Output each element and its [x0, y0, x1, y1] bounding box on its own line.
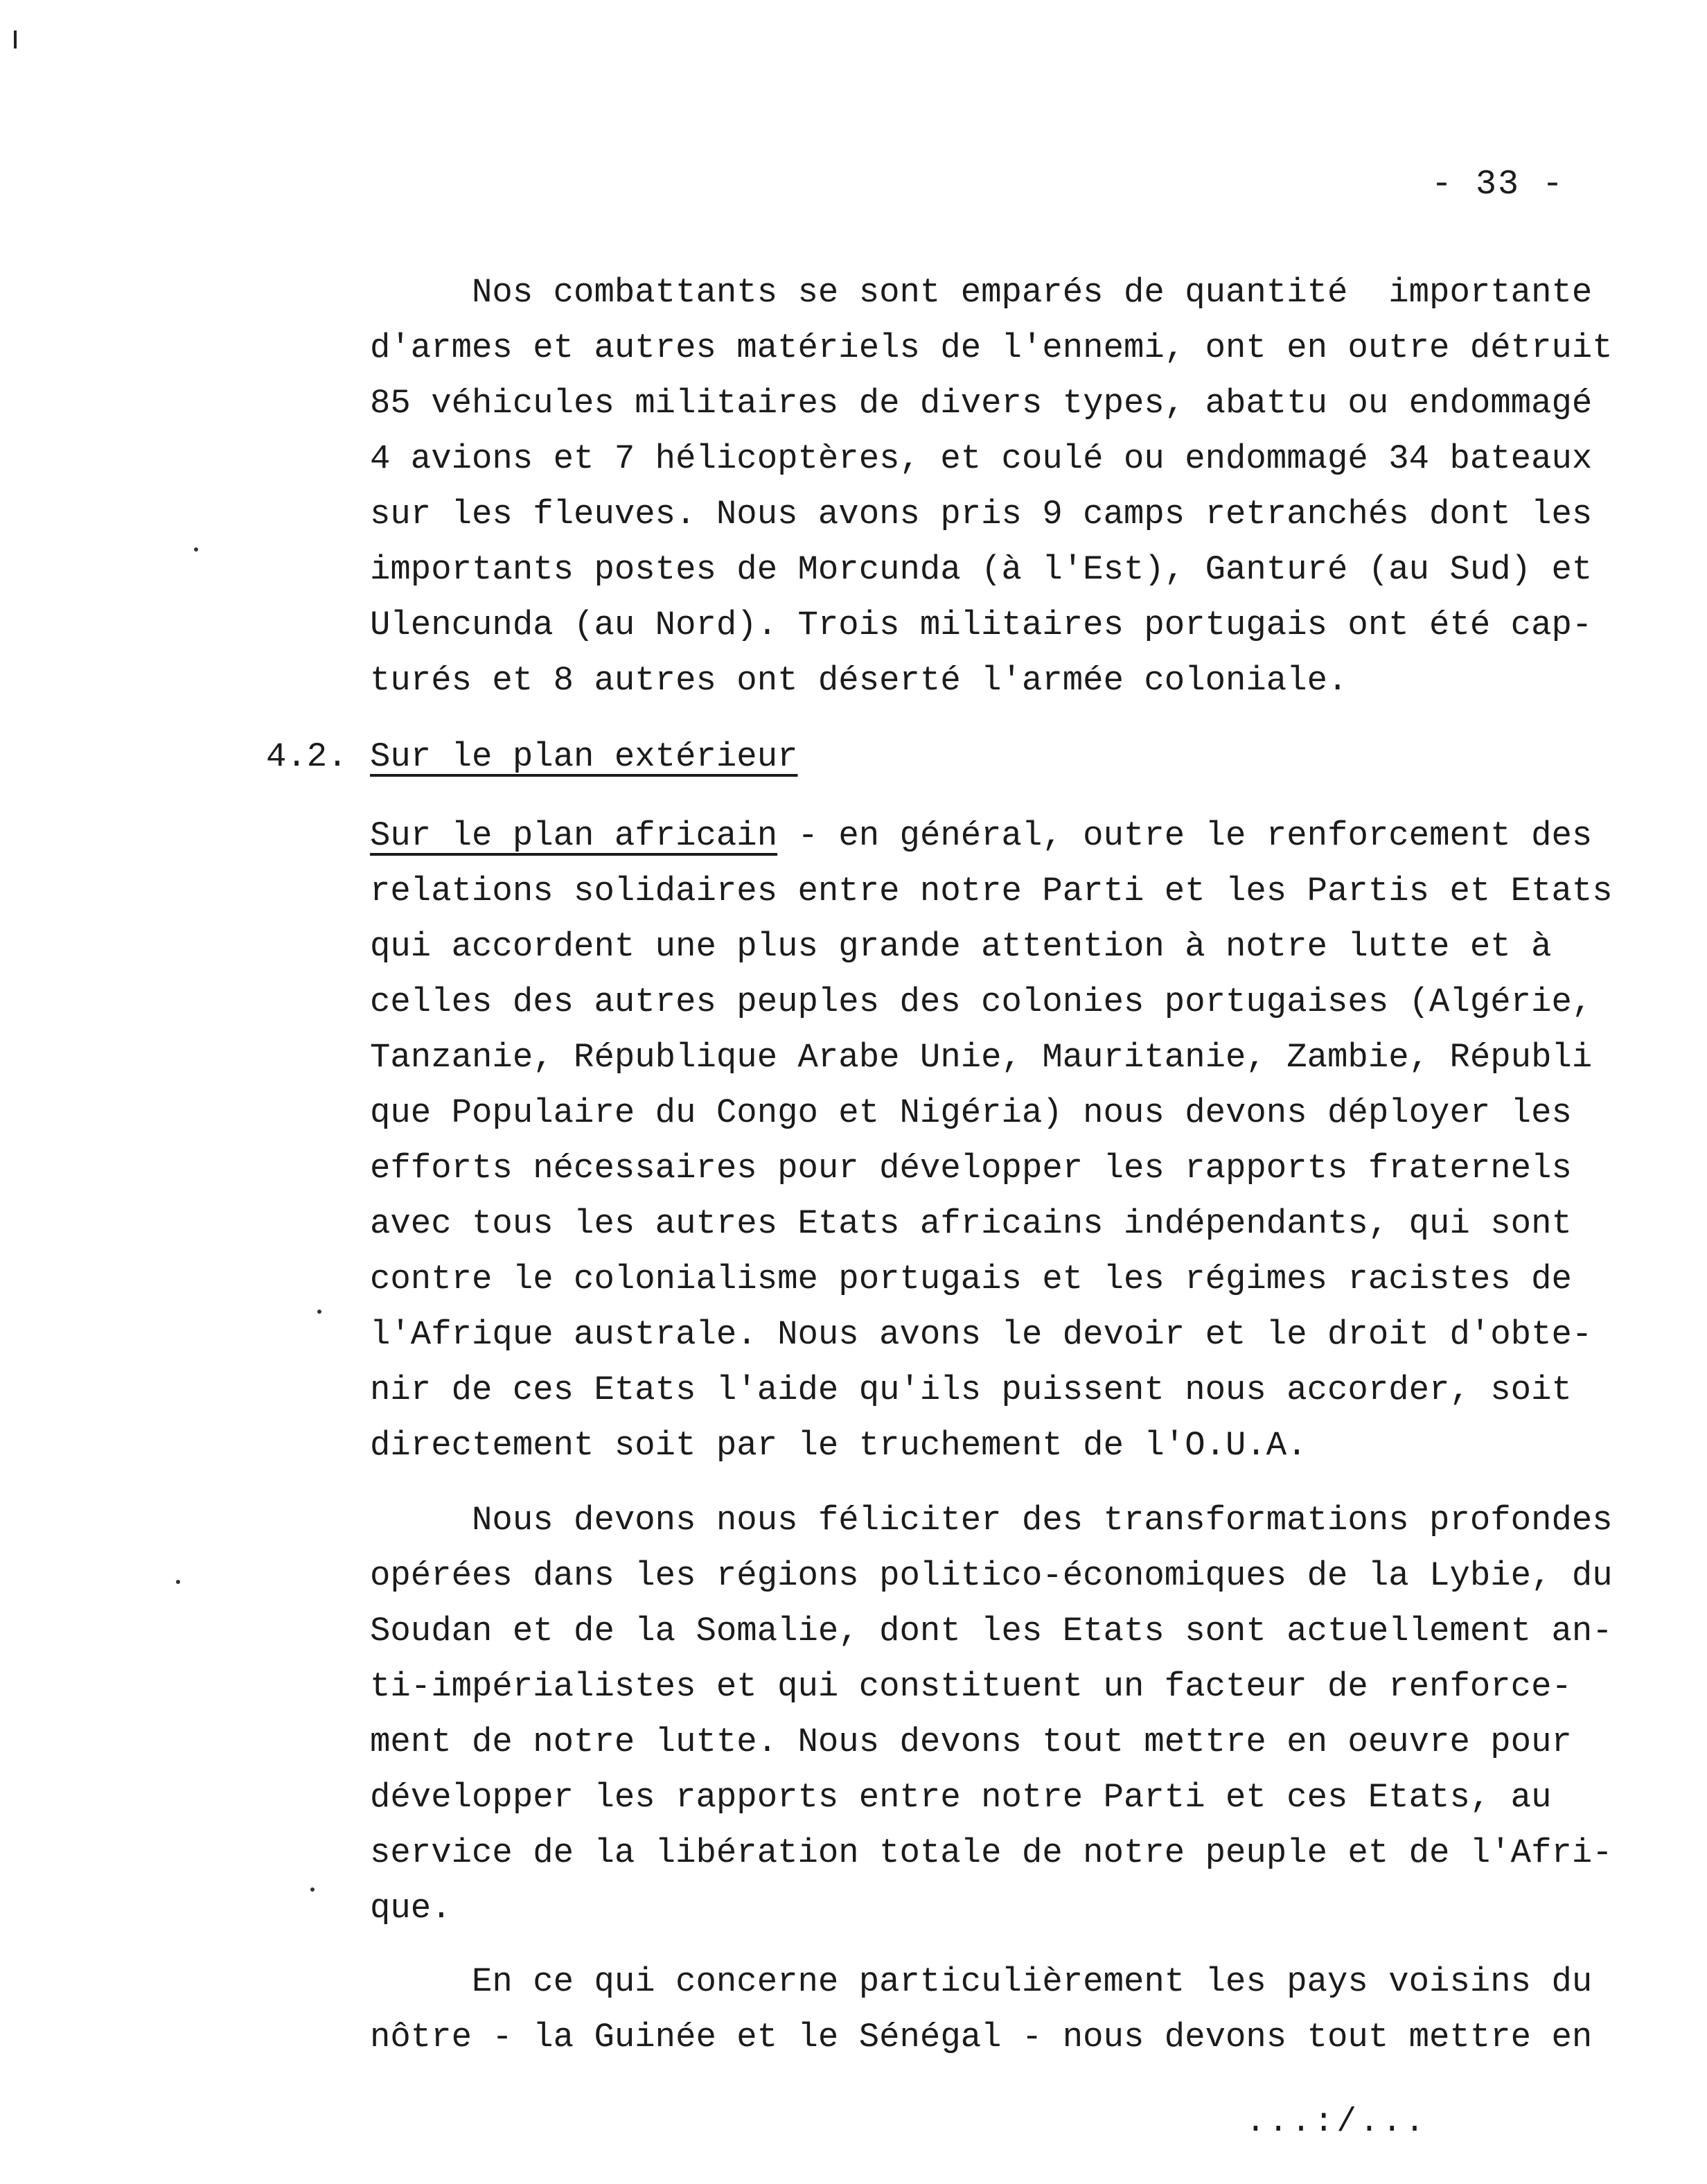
page-number: - 33 - — [1431, 165, 1565, 204]
margin-speck — [310, 1887, 315, 1892]
text-line: En ce qui concerne particulièrement les pays voisins du — [370, 1962, 1593, 2001]
margin-mark — [14, 30, 17, 49]
continuation-marker: ...:/... — [1246, 2104, 1428, 2141]
text-line: contre le colonialisme portugais et les régimes racistes de — [370, 1260, 1572, 1298]
text-line: directement soit par le truchement de l'O.U.A. — [370, 1426, 1307, 1465]
text-line: l'Afrique australe. Nous avons le devoir et le droit d'obte- — [370, 1315, 1593, 1354]
lead-rest: - en général, outre le renforcement des — [777, 816, 1593, 855]
text-line: relations solidaires entre notre Parti et les Partis et Etats — [370, 872, 1613, 910]
section-title: Sur le plan extérieur — [370, 737, 798, 776]
text-line: nir de ces Etats l'aide qu'ils puissent nous accorder, soit — [370, 1371, 1572, 1409]
text-line: développer les rapports entre notre Parti et ces Etats, au — [370, 1778, 1552, 1817]
text-line: ti-impérialistes et qui constituent un facteur de renforce- — [370, 1667, 1572, 1706]
text-line: Nous devons nous féliciter des transformations profondes — [370, 1501, 1613, 1540]
text-line: efforts nécessaires pour développer les rapports fraternels — [370, 1149, 1572, 1188]
text-line: sur les fleuves. Nous avons pris 9 camps retranchés dont les — [370, 495, 1593, 534]
text-line: d'armes et autres matériels de l'ennemi, ont en outre détruit — [370, 328, 1613, 367]
text-line: Ulencunda (au Nord). Trois militaires portugais ont été cap- — [370, 606, 1593, 644]
section-number: 4.2. — [266, 737, 348, 776]
text-line: Nos combattants se sont emparés de quantité importante — [370, 273, 1593, 312]
text-line: importants postes de Morcunda (à l'Est), Ganturé (au Sud) et — [370, 550, 1593, 589]
text-line: nôtre - la Guinée et le Sénégal - nous devons tout mettre en — [370, 2018, 1593, 2057]
text-line: celles des autres peuples des colonies portugaises (Algérie, — [370, 983, 1593, 1021]
text-line: service de la libération totale de notre peuple et de l'Afri- — [370, 1833, 1613, 1872]
text-line: qui accordent une plus grande attention à notre lutte et à — [370, 927, 1552, 966]
margin-speck — [176, 1580, 180, 1584]
text-line: 4 avions et 7 hélicoptères, et coulé ou endommagé 34 bateaux — [370, 439, 1593, 478]
text-line: Soudan et de la Somalie, dont les Etats sont actuellement an- — [370, 1612, 1613, 1650]
text-line: avec tous les autres Etats africains indépendants, qui sont — [370, 1204, 1572, 1243]
text-line: que Populaire du Congo et Nigéria) nous devons déployer les — [370, 1093, 1572, 1132]
text-line: que. — [370, 1889, 452, 1928]
text-line: turés et 8 autres ont déserté l'armée coloniale. — [370, 661, 1348, 700]
text-line: Tanzanie, République Arabe Unie, Mauritanie, Zambie, Républi — [370, 1038, 1593, 1077]
margin-speck — [317, 1310, 321, 1314]
subsection-lead: Sur le plan africain — [370, 816, 778, 855]
text-line: opérées dans les régions politico-économiques de la Lybie, du — [370, 1556, 1613, 1595]
text-line: ment de notre lutte. Nous devons tout mettre en oeuvre pour — [370, 1723, 1572, 1761]
text-line-lead — [370, 816, 1593, 855]
margin-speck — [194, 547, 198, 552]
text-line: 85 véhicules militaires de divers types, abattu ou endommagé — [370, 384, 1593, 423]
